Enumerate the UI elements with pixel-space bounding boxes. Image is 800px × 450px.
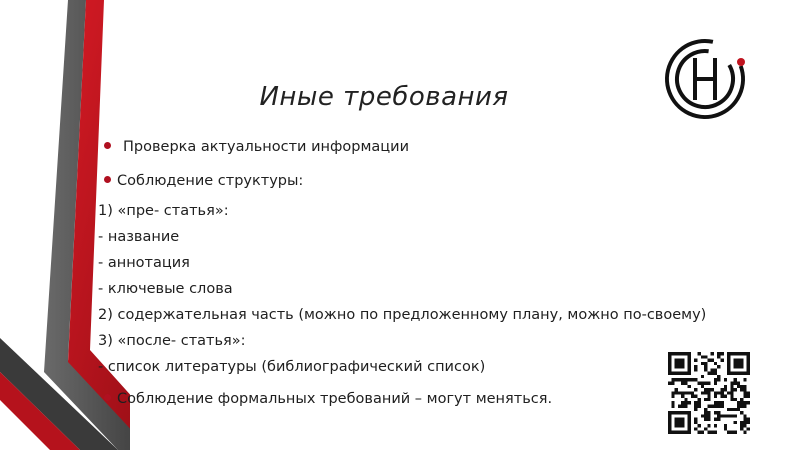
- list-line: 3) «после- статья»:: [98, 333, 246, 349]
- list-line: 1) «пре- статья»:: [98, 203, 229, 219]
- bullet-dot-icon: [104, 176, 111, 183]
- qr-code-icon: [668, 352, 750, 434]
- bullet-dot-icon: [104, 142, 111, 149]
- bullet-text: Проверка актуальности информации: [123, 139, 409, 155]
- slide-title: Иные требования: [259, 82, 509, 112]
- list-line: - список литературы (библиографический список): [98, 359, 486, 375]
- bullet-item: [104, 138, 409, 156]
- bullet-dot-icon: [104, 394, 111, 401]
- list-line: - аннотация: [98, 255, 190, 271]
- list-line: - название: [98, 229, 180, 245]
- bullet-text: Соблюдение формальных требований – могут меняться.: [117, 391, 553, 407]
- list-line: 2) содержательная часть (можно по предложенному плану, можно по-своему): [98, 307, 707, 323]
- bullet-item: [104, 390, 552, 408]
- decorative-stripes: [0, 0, 130, 450]
- bullet-text: Соблюдение структуры:: [117, 173, 304, 189]
- bullet-item: [104, 172, 303, 190]
- list-line: - ключевые слова: [98, 281, 233, 297]
